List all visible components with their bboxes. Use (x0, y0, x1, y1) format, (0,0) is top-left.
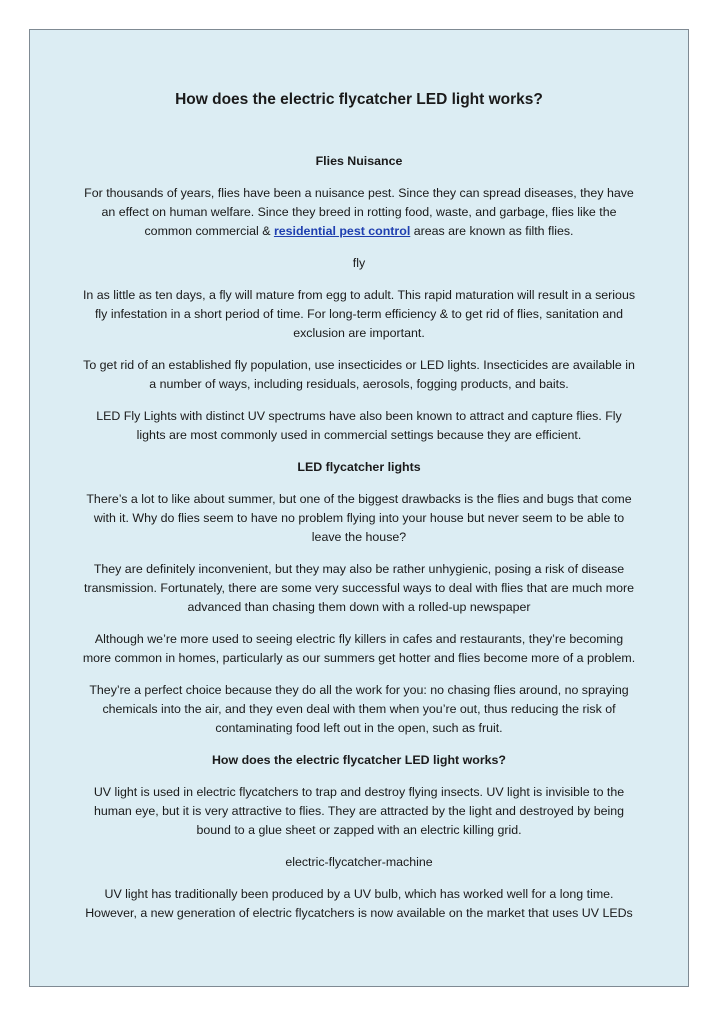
paragraph-1-text-after: areas are known as filth flies. (410, 224, 574, 238)
paragraph-7: Although we’re more used to seeing electric fly killers in cafes and restaurants, they’re becoming more common in homes, particularly as our summers get hotter and flies become more of a problem. (82, 632, 636, 665)
paragraph-3: To get rid of an established fly population, use insecticides or LED lights. Insecticides are available in a number of ways, including residuals, aerosols, fogging products, and baits. (83, 358, 635, 391)
paragraph-8: They’re a perfect choice because they do all the work for you: no chasing flies around, no spraying chemicals into the air, and they even deal with them when you’re out, thus reducing the risk of contaminating food left out in the open, such as fruit. (89, 683, 629, 735)
paragraph-2: In as little as ten days, a fly will mature from egg to adult. This rapid maturation will result in a serious fly infestation in a short period of time. For long-term efficiency & to get rid of flies, sanitation and exclusion are important. (82, 288, 636, 340)
paragraph-1 (82, 184, 636, 241)
image-caption-fly: fly (352, 256, 366, 270)
paragraph-1-text-before: For thousands of years, flies have been a nuisance pest. Since they can spread diseases, they have an effect on human welfare. Since they breed in rotting food, waste, and garbage, flies like the common commercial & (84, 186, 634, 238)
paragraph-9: UV light is used in electric flycatchers to trap and destroy flying insects. UV light is invisible to the human eye, but it is very attractive to flies. They are attracted by the light and destroyed by being bound to a glue sheet or zapped with an electric killing grid. (93, 785, 625, 837)
section-heading-flies-nuisance: Flies Nuisance (315, 154, 403, 168)
residential-pest-control-link[interactable]: residential pest control (273, 224, 411, 238)
image-caption-electric-flycatcher-machine: electric-flycatcher-machine (285, 855, 433, 869)
document-content (82, 90, 636, 936)
document-title: How does the electric flycatcher LED light works? (175, 91, 543, 108)
paragraph-10: UV light has traditionally been produced by a UV bulb, which has worked well for a long time. However, a new generation of electric flycatchers is now available on the market that uses UV LEDs (85, 887, 633, 920)
section-heading-led-flycatcher-lights: LED flycatcher lights (297, 460, 421, 474)
document-page (29, 29, 689, 987)
section-heading-how-it-works: How does the electric flycatcher LED light works? (211, 753, 506, 767)
paragraph-6: They are definitely inconvenient, but they may also be rather unhygienic, posing a risk of disease transmission. Fortunately, there are some very successful ways to deal with flies that are much more advanced than chasing them down with a rolled-up newspaper (84, 562, 634, 614)
paragraph-5: There’s a lot to like about summer, but one of the biggest drawbacks is the flies and bugs that come with it. Why do flies seem to have no problem flying into your house but never seem to be able to leave the house? (86, 492, 632, 544)
paragraph-4: LED Fly Lights with distinct UV spectrums have also been known to attract and capture flies. Fly lights are most commonly used in commercial settings because they are efficient. (96, 409, 622, 442)
